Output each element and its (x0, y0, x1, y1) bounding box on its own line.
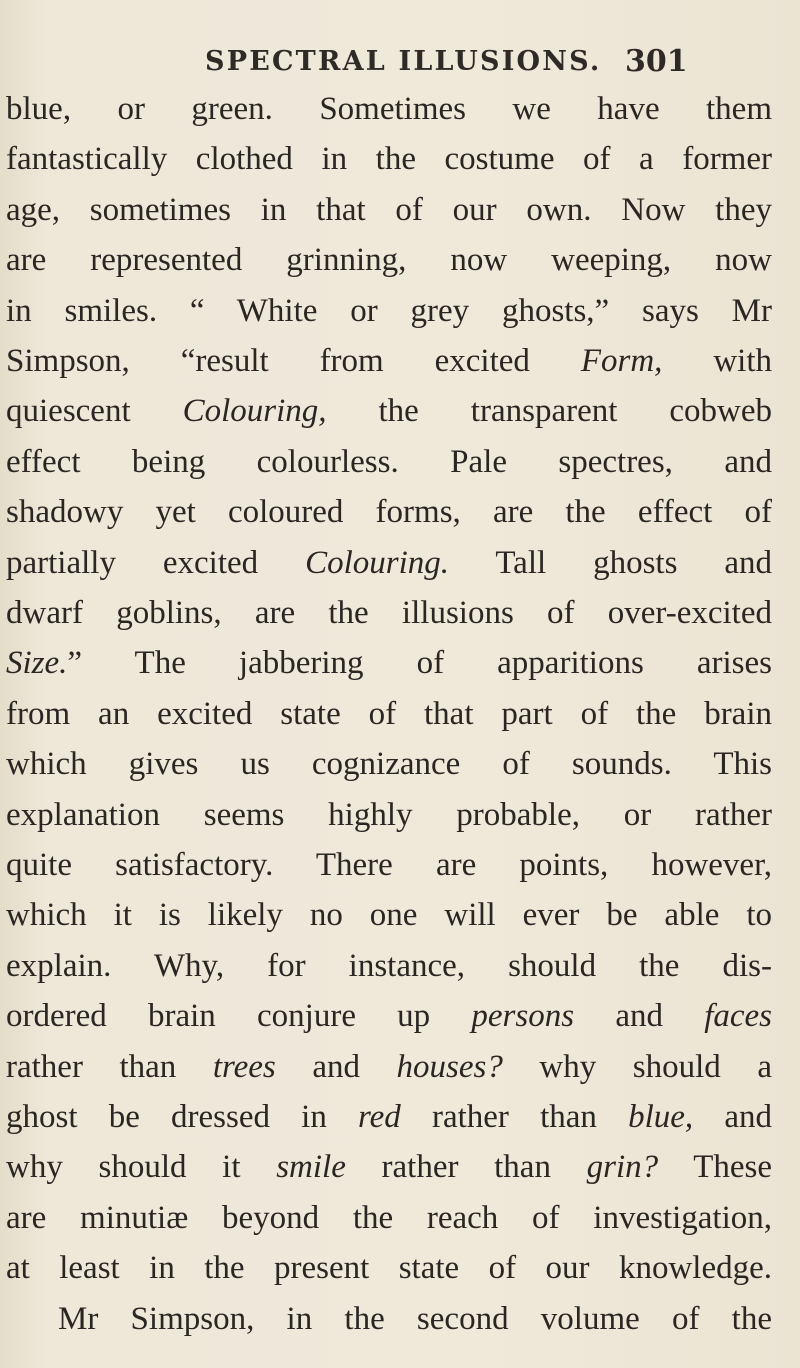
text-segment: explain. Why, for instance, should the dis- (6, 947, 772, 984)
italic-text: Size. (6, 645, 68, 682)
italic-text: trees (212, 1048, 276, 1085)
italic-text: Colouring. (305, 544, 450, 581)
text-line (6, 336, 772, 386)
text-segment: partially excited (6, 544, 306, 581)
text-segment: in smiles. “ White or grey ghosts,” says Mr (6, 292, 772, 329)
text-segment: explanation seems highly probable, or rather (6, 796, 772, 833)
text-line (6, 840, 772, 890)
text-line (6, 941, 772, 991)
italic-text: grin? (586, 1149, 659, 1186)
text-segment: effect being colourless. Pale spectres, and (6, 443, 772, 480)
italic-text: Colouring, (182, 393, 327, 430)
text-segment: fantastically clothed in the costume of a former (6, 141, 772, 178)
text-segment: which it is likely no one will ever be able to (6, 897, 772, 934)
text-line (6, 185, 772, 235)
text-line (6, 890, 772, 940)
text-line (6, 1243, 772, 1293)
italic-text: Form, (580, 343, 663, 379)
text-segment: dwarf goblins, are the illusions of over-excited (6, 595, 772, 631)
running-title: SPECTRAL ILLUSIONS. (205, 46, 602, 77)
text-segment: rather than (6, 1048, 213, 1085)
text-segment: are minutiæ beyond the reach of investigation, (6, 1199, 772, 1236)
text-line (6, 134, 772, 184)
text-segment: the transparent cobweb (326, 393, 772, 430)
text-line (6, 588, 772, 638)
text-line (6, 991, 772, 1041)
text-line (6, 437, 772, 487)
text-segment: which gives us cognizance of sounds. This (6, 746, 772, 783)
running-head (0, 42, 800, 82)
italic-text: red (358, 1099, 401, 1135)
text-segment: These (658, 1149, 772, 1186)
text-segment: ordered brain conjure up (6, 998, 472, 1035)
italic-text: houses? (396, 1048, 503, 1085)
italic-text: faces (704, 998, 772, 1035)
text-line (6, 790, 772, 840)
text-line (6, 487, 772, 537)
text-segment: are represented grinning, now weeping, now (6, 242, 772, 279)
text-segment: ghost be dressed in (6, 1099, 359, 1135)
text-segment: ” The jabbering of apparitions arises (67, 645, 772, 682)
text-segment: and (574, 998, 705, 1035)
text-line (6, 1193, 772, 1243)
page-number: 301 (625, 44, 688, 79)
italic-text: blue, (628, 1099, 694, 1135)
text-segment: from an excited state of that part of the brain (6, 695, 772, 732)
text-segment: shadowy yet coloured forms, are the effect of (6, 494, 772, 531)
text-segment: rather than (400, 1099, 629, 1135)
text-segment: and (275, 1048, 397, 1085)
text-segment: quiescent (6, 393, 183, 430)
text-line (6, 1142, 772, 1192)
text-segment: rather than (345, 1149, 587, 1186)
text-segment: why should it (6, 1149, 277, 1186)
text-line (6, 739, 772, 789)
text-segment: and (693, 1099, 772, 1135)
italic-text: persons (471, 998, 575, 1035)
text-line (58, 1294, 772, 1344)
text-line (6, 386, 772, 436)
text-segment: blue, or green. Sometimes we have them (6, 91, 772, 127)
text-line (6, 286, 772, 336)
text-line (6, 689, 772, 739)
text-segment: age, sometimes in that of our own. Now they (6, 191, 772, 228)
text-segment: at least in the present state of our knowledge. (6, 1250, 772, 1287)
text-line (6, 235, 772, 285)
text-segment: quite satisfactory. There are points, however, (6, 847, 772, 883)
text-segment: Simpson, “result from excited (6, 343, 581, 379)
text-line (6, 84, 772, 134)
italic-text: smile (276, 1149, 346, 1186)
text-segment: Tall ghosts and (449, 544, 772, 581)
text-line (6, 1042, 772, 1092)
text-line (6, 538, 772, 588)
text-line (6, 638, 772, 688)
text-segment: with (662, 343, 772, 379)
text-line (6, 1092, 772, 1142)
text-segment: Mr Simpson, in the second volume of the (58, 1300, 772, 1337)
text-segment: why should a (502, 1048, 772, 1085)
